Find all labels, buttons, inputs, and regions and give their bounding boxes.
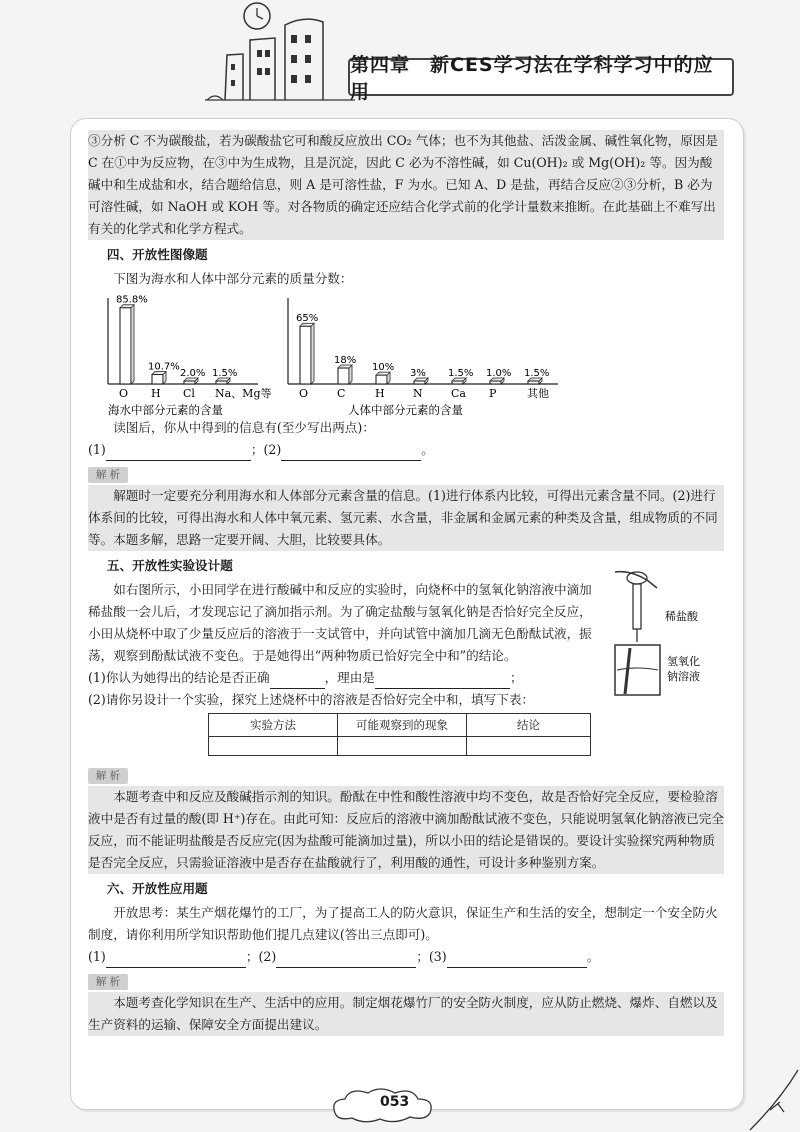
category-label: O (299, 387, 309, 400)
corner-decoration (740, 1060, 800, 1132)
q1-blank-reason[interactable] (375, 674, 510, 689)
section5-body: 如右图所示，小田同学在进行酸碱中和反应的实验时，向烧杯中的氢氧化钠溶液中滴加稀盐酸一会儿后，才发现忘记了滴加指示剂。为了确定盐酸与氢氧化钠是否恰好完全反应，小田从烧杯中取了少量反应后的溶液于一支试管中，并向试管中滴加几滴无色酚酞试液，振荡，观察到酚酞试液不变色。于是她得出“两种物质已恰好完全中和”的结论。 (88, 582, 592, 663)
table-cell-conclusion[interactable] (467, 737, 591, 756)
category-label: Ca (451, 387, 466, 400)
intro-paragraph: ③分析 C 不为碳酸盐，若为碳酸盐它可和酸反应放出 CO₂ 气体；也不为其他盐、活泼金属、碱性氧化物，原因是 C 在①中为反应物，在③中为生成物，且是沉淀，因此 C 必为不溶性碱，如 Cu(OH)₂ 或 Mg(OH)₂ 等。因为酸碱中和生成盐和水，结合题给信息，则 A 是可溶性盐，F 为水。已知 A、D 是盐，再结合反应②③分析，B 必为可溶性碱，如 NaOH 或 KOH 等。对各物质的确定还应结合化学式前的化学计量数来推断。在此基础上不难写出有关的化学式和化学方程式。 (88, 130, 724, 240)
category-label: P (489, 387, 497, 400)
section4-lead: 下图为海水和人体中部分元素的质量分数： (113, 271, 353, 286)
figure-label-base: 氢氧化钠溶液 (667, 655, 700, 683)
analysis-tag: 解 析 (88, 974, 128, 990)
beaker-dropper-figure (595, 570, 725, 700)
section5-q2: (2)请你另设计一个实验，探究上述烧杯中的溶液是否恰好完全中和，填写下表： (88, 692, 535, 707)
answer-blank-2[interactable] (281, 446, 421, 461)
q1-blank-correct[interactable] (270, 674, 325, 689)
data-label: 10% (372, 362, 395, 374)
bar-O (120, 308, 131, 384)
data-label: 2.0% (180, 368, 206, 379)
category-label: N (413, 387, 423, 400)
chart-title: 人体中部分元素的含量 (348, 403, 463, 417)
s6-answer-blank-1[interactable] (106, 953, 246, 968)
bar-H (376, 375, 387, 384)
answer-blank-1[interactable] (106, 446, 251, 461)
chart-1 (108, 295, 272, 417)
figure-label-acid: 稀盐酸 (665, 610, 698, 623)
bar-Cl (184, 381, 195, 384)
category-label: H (151, 387, 161, 400)
chapter-title: 第四章 新CES学习法在学科学习中的应用 (348, 58, 734, 96)
table-cell-phenomenon[interactable] (338, 737, 467, 756)
page-number: 053 (380, 1094, 410, 1110)
bar-C (338, 368, 349, 384)
data-label: 85.8% (116, 294, 148, 306)
experiment-table (208, 713, 591, 756)
section4-blanks (88, 439, 724, 461)
category-label: O (119, 387, 129, 400)
city-clock-illustration (205, 0, 355, 115)
s6-answer-blank-2[interactable] (276, 953, 416, 968)
q1-text: (1)你认为她得出的结论是否正确 (88, 670, 270, 685)
section5-title: 五、开放性实验设计题 (106, 558, 233, 573)
table-header-phenomenon: 可能观察到的现象 (338, 714, 467, 737)
q1-reason-label: ，理由是 (324, 670, 375, 685)
bar-其他 (528, 381, 539, 384)
category-label: Na、Mg等 (215, 387, 272, 400)
table-cell-method[interactable] (209, 737, 338, 756)
q1-end: ； (509, 670, 523, 685)
bar-Ca (452, 381, 463, 384)
table-header-conclusion: 结论 (467, 714, 591, 737)
category-label: Cl (183, 387, 195, 400)
section6-blanks (88, 946, 724, 968)
data-label: 3% (410, 368, 426, 379)
analysis-tag: 解 析 (88, 768, 128, 784)
category-label: C (337, 387, 346, 400)
s6-answer-blank-3[interactable] (447, 953, 587, 968)
data-label: 18% (334, 355, 357, 366)
data-label: 1.5% (212, 368, 238, 379)
section6-body: 开放思考：某生产烟花爆竹的工厂，为了提高工人的防火意识，保证生产和生活的安全，想制定一个安全防火制度，请你利用所学知识帮助他们提几点建议(答出三点即可)。 (88, 905, 718, 942)
data-label: 1.0% (486, 368, 512, 379)
data-label: 65% (296, 313, 319, 325)
bar-Na、Mg等 (216, 381, 227, 384)
section4-analysis: 解题时一定要充分利用海水和人体部分元素含量的信息。(1)进行体系内比较，可得出元素含量不同。(2)进行体系间的比较，可得出海水和人体中氧元素、氢元素、水含量，非金属和金属元素的种类及含量，组成物质的不同等。本题多解，思路一定要开阔、大胆，比较要具体。 (88, 485, 724, 551)
data-label: 10.7% (148, 361, 180, 373)
bar-O (300, 326, 311, 384)
data-label: 1.5% (524, 368, 550, 379)
blank1-label: (1) (88, 442, 106, 457)
section4-title: 四、开放性图像题 (106, 247, 208, 262)
s6-blank1-label: (1) (88, 949, 106, 964)
chart-2 (288, 298, 558, 417)
section5-analysis: 本题考查中和反应及酸碱指示剂的知识。酚酞在中性和酸性溶液中均不变色，故是否恰好完全反应，要检验溶液中是否有过量的酸(即 H⁺)存在。由此可知：反应后的溶液中滴加酚酞试液不变色，只能说明氢氧化钠溶液已完全反应，而不能证明盐酸是否反应完(因为盐酸可能滴加过量)，所以小田的结论是错误的。要设计实验探究两种物质是否完全反应，只需验证溶液中是否存在盐酸就行了，利用酸的通性，可设计多种鉴别方案。 (88, 786, 724, 874)
bar-N (414, 381, 425, 384)
category-label: H (375, 387, 385, 400)
blank2-label: ；(2) (250, 442, 282, 457)
analysis-tag: 解 析 (88, 467, 128, 483)
bar-P (490, 381, 501, 384)
table-header-method: 实验方法 (209, 714, 338, 737)
section4-question: 读图后，你从中得到的信息有(至少写出两点)： (113, 420, 375, 435)
data-label: 1.5% (448, 368, 474, 379)
blank-end: 。 (421, 442, 434, 457)
chart-title: 海水中部分元素的含量 (108, 403, 223, 417)
element-bar-charts-svg (88, 292, 724, 417)
bar-H (152, 374, 163, 384)
section6-title: 六、开放性应用题 (106, 881, 208, 896)
element-charts (88, 292, 724, 417)
category-label: 其他 (527, 387, 549, 400)
s6-blank2-label: ；(2) (245, 949, 277, 964)
section6-analysis: 本题考查化学知识在生产、生活中的应用。制定烟花爆竹厂的安全防火制度，应从防止燃烧、爆炸、自燃以及生产资料的运输、保障安全方面提出建议。 (88, 992, 724, 1036)
s6-blank3-label: ；(3) (416, 949, 447, 964)
s6-blank-end: 。 (586, 949, 600, 964)
